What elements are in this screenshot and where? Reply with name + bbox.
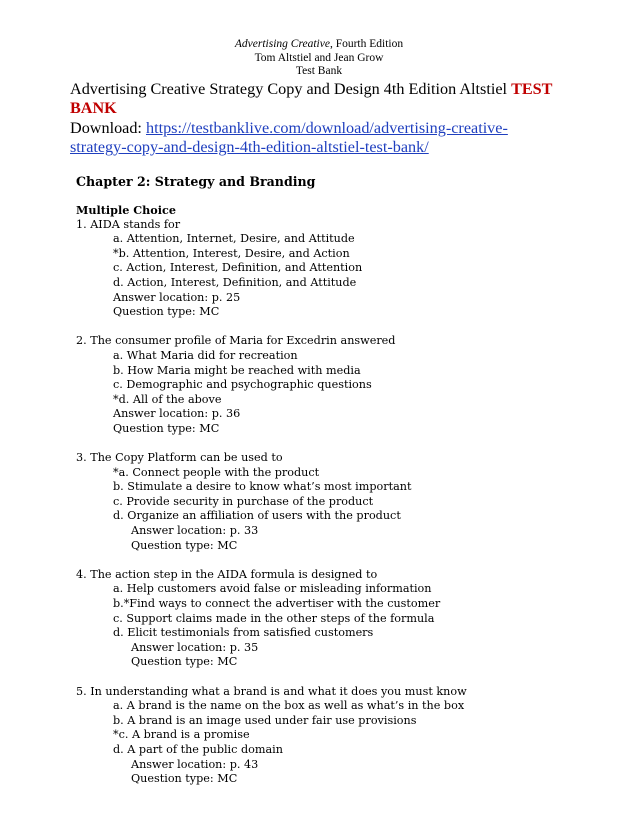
- option: b. A brand is an image used under fair use provisions: [113, 713, 417, 727]
- question-3: [76, 451, 576, 553]
- option: d. Elicit testimonials from satisfied customers: [113, 626, 374, 640]
- download-link[interactable]: https://testbanklive.com/download/advertising-creative-strategy-copy-and-design-4th-edition-altstiel-test-bank/: [70, 118, 508, 157]
- answer-location: Answer location: p. 33: [131, 524, 259, 538]
- option: c. Support claims made in the other steps of the formula: [113, 611, 435, 625]
- option: c. Action, Interest, Definition, and Attention: [113, 261, 363, 275]
- option: *c. A brand is a promise: [113, 728, 250, 742]
- option: d. A part of the public domain: [113, 742, 283, 756]
- banner-title: Advertising Creative Strategy Copy and Design 4th Edition Altstiel: [70, 80, 508, 98]
- section-title: Multiple Choice: [76, 203, 176, 217]
- book-title: Advertising Creative: [234, 38, 330, 50]
- running-header: [0, 38, 638, 79]
- question-stem: 5. In understanding what a brand is and what it does you must know: [76, 684, 467, 698]
- answer-location: Answer location: p. 36: [113, 407, 241, 421]
- header-authors: Tom Altstiel and Jean Grow: [254, 51, 384, 64]
- question-4: [76, 568, 576, 670]
- header-subtitle: Test Bank: [295, 65, 343, 77]
- option: b. Stimulate a desire to know what’s most important: [113, 480, 412, 494]
- option: *a. Connect people with the product: [113, 465, 320, 479]
- question-type: Question type: MC: [131, 655, 238, 669]
- question-1: [76, 218, 576, 320]
- option: a. A brand is the name on the box as well as what’s in the box: [113, 699, 465, 713]
- question-5: [76, 685, 576, 787]
- option: c. Demographic and psychographic questions: [113, 378, 372, 392]
- option: d. Action, Interest, Definition, and Attitude: [113, 275, 357, 289]
- download-banner: [70, 80, 560, 158]
- answer-location: Answer location: p. 43: [131, 757, 259, 771]
- edition: , Fourth Edition: [329, 38, 404, 50]
- banner-highlight: TEST BANK: [70, 80, 553, 118]
- question-type: Question type: MC: [113, 305, 220, 319]
- option: d. Organize an affiliation of users with the product: [113, 509, 401, 523]
- option: *d. All of the above: [113, 392, 222, 406]
- question-type: Question type: MC: [113, 421, 220, 435]
- option: a. Attention, Internet, Desire, and Attitude: [113, 232, 355, 246]
- answer-location: Answer location: p. 35: [131, 640, 259, 654]
- option: b. How Maria might be reached with media: [113, 363, 361, 377]
- chapter-content: [76, 174, 576, 801]
- question-stem: 1. AIDA stands for: [76, 217, 181, 231]
- option: c. Provide security in purchase of the product: [113, 494, 374, 508]
- answer-location: Answer location: p. 25: [113, 290, 241, 304]
- option: *b. Attention, Interest, Desire, and Action: [113, 246, 350, 260]
- question-2: [76, 334, 576, 436]
- question-stem: 3. The Copy Platform can be used to: [76, 451, 283, 465]
- question-type: Question type: MC: [131, 772, 238, 786]
- option: a. Help customers avoid false or misleading information: [113, 582, 432, 596]
- download-label: Download:: [70, 118, 142, 137]
- question-stem: 4. The action step in the AIDA formula is designed to: [76, 567, 378, 581]
- question-stem: 2. The consumer profile of Maria for Excedrin answered: [76, 334, 396, 348]
- option: b.*Find ways to connect the advertiser with the customer: [113, 597, 441, 611]
- chapter-title: Chapter 2: Strategy and Branding: [76, 174, 316, 189]
- header-title-line: [0, 38, 638, 52]
- question-type: Question type: MC: [131, 538, 238, 552]
- option: a. What Maria did for recreation: [113, 348, 298, 362]
